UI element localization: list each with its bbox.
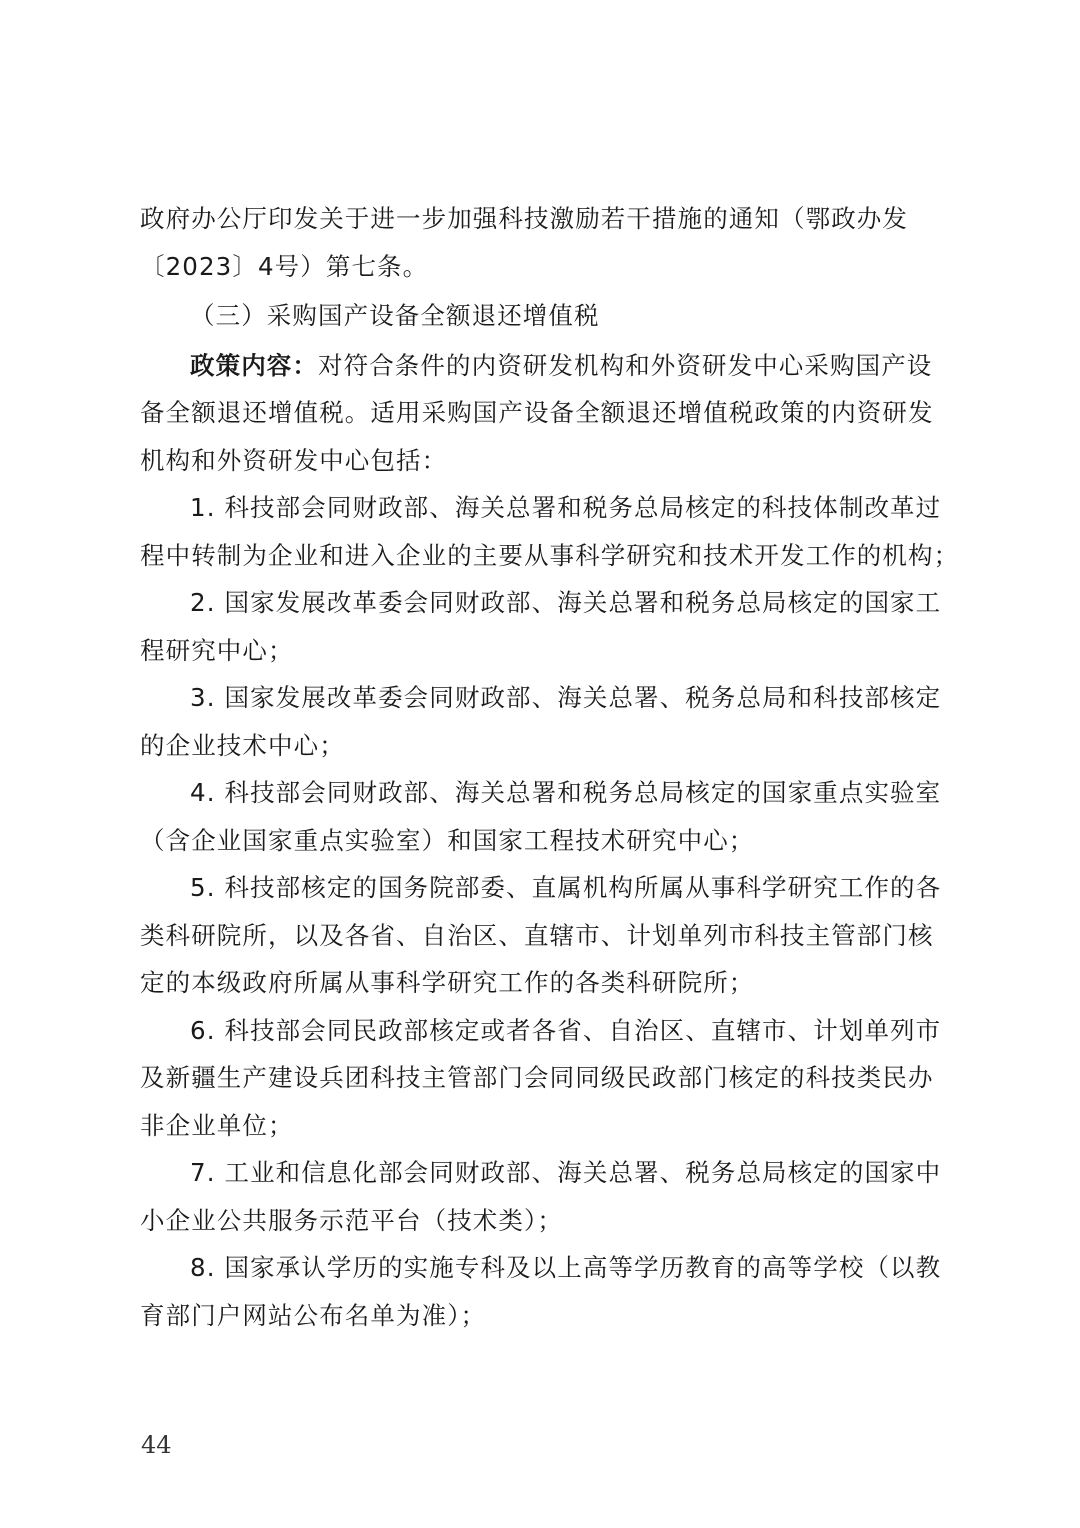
policy-line-1 <box>140 342 940 390</box>
list-item-4-line-1: 4. 科技部会同财政部、海关总署和税务总局核定的国家重点实验室 <box>190 778 942 807</box>
list-item-6-line-1: 6. 科技部会同民政部核定或者各省、自治区、直辖市、计划单列市 <box>190 1015 942 1045</box>
list-item-7-line-2: 小企业公共服务示范平台（技术类）； <box>140 1205 563 1235</box>
list-item-3-line-2: 的企业技术中心； <box>140 730 345 760</box>
list-item-5-line-2: 类科研院所，以及各省、自治区、直辖市、计划单列市科技主管部门核 <box>140 920 934 950</box>
list-item-8-line-1: 8. 国家承认学历的实施专科及以上高等学历教育的高等学校（以教 <box>190 1253 942 1282</box>
intro-line-1: 政府办公厅印发关于进一步加强科技激励若干措施的通知（鄂政办发 <box>140 204 908 233</box>
section-heading: （三）采购国产设备全额退还增值税 <box>190 301 600 330</box>
list-item-8-line-2: 育部门户网站公布名单为准）； <box>140 1300 487 1330</box>
list-item-2-line-1: 2. 国家发展改革委会同财政部、海关总署和税务总局核定的国家工 <box>190 588 942 617</box>
list-item-1-line-2: 程中转制为企业和进入企业的主要从事科学研究和技术开发工作的机构； <box>140 540 960 570</box>
document-body <box>140 195 960 1339</box>
policy-text: 对符合条件的内资研发机构和外资研发中心采购国产设 <box>318 350 933 380</box>
policy-line-3: 机构和外资研发中心包括： <box>140 445 448 475</box>
list-item-7-line-1: 7. 工业和信息化部会同财政部、海关总署、税务总局核定的国家中 <box>190 1158 942 1187</box>
list-item-3-line-1: 3. 国家发展改革委会同财政部、海关总署、税务总局和科技部核定 <box>190 683 942 712</box>
list-item-6-line-3: 非企业单位； <box>140 1110 294 1140</box>
page-number: 44 <box>141 1431 172 1459</box>
policy-label: 政策内容： <box>190 350 318 380</box>
list-item-6-line-2: 及新疆生产建设兵团科技主管部门会同同级民政部门核定的科技类民办 <box>140 1063 934 1092</box>
list-item-5-line-3: 定的本级政府所属从事科学研究工作的各类科研院所； <box>140 968 755 997</box>
list-item-2-line-2: 程研究中心； <box>140 635 294 665</box>
list-item-5-line-1: 5. 科技部核定的国务院部委、直属机构所属从事科学研究工作的各 <box>190 873 942 902</box>
list-item-1-line-1: 1. 科技部会同财政部、海关总署和税务总局核定的科技体制改革过 <box>190 493 942 522</box>
intro-line-2: 〔2023〕4号）第七条。 <box>140 251 429 281</box>
policy-line-2: 备全额退还增值税。适用采购国产设备全额退还增值税政策的内资研发 <box>140 398 934 427</box>
list-item-4-line-2: （含企业国家重点实验室）和国家工程技术研究中心； <box>140 825 755 855</box>
